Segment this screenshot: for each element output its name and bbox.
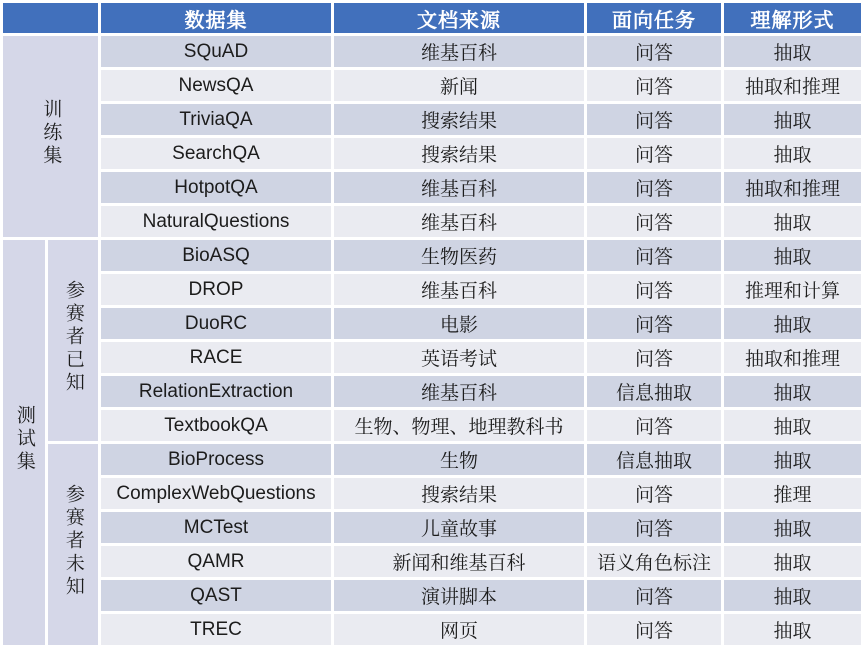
table-row bbox=[3, 410, 861, 441]
header-corner-cell bbox=[3, 3, 98, 33]
table-row bbox=[3, 104, 861, 135]
cell-source: 搜索结果 bbox=[334, 104, 584, 135]
cell-source: 维基百科 bbox=[334, 36, 584, 67]
cell-task: 问答 bbox=[587, 512, 721, 543]
cell-form: 抽取 bbox=[724, 444, 861, 475]
cell-task: 问答 bbox=[587, 274, 721, 305]
cell-source: 维基百科 bbox=[334, 274, 584, 305]
cell-dataset: BioProcess bbox=[101, 444, 331, 475]
group-label-test bbox=[3, 240, 45, 645]
cell-task: 问答 bbox=[587, 614, 721, 645]
table-row bbox=[3, 376, 861, 407]
cell-dataset: QAMR bbox=[101, 546, 331, 577]
header-form: 理解形式 bbox=[724, 3, 861, 33]
cell-form: 抽取和推理 bbox=[724, 342, 861, 373]
group-label-known bbox=[48, 240, 98, 441]
cell-task: 问答 bbox=[587, 70, 721, 101]
cell-source: 维基百科 bbox=[334, 376, 584, 407]
cell-source: 搜索结果 bbox=[334, 478, 584, 509]
cell-form: 推理和计算 bbox=[724, 274, 861, 305]
cell-task: 问答 bbox=[587, 138, 721, 169]
cell-source: 生物、物理、地理教科书 bbox=[334, 410, 584, 441]
header-dataset: 数据集 bbox=[101, 3, 331, 33]
table-row bbox=[3, 240, 861, 271]
cell-form: 抽取 bbox=[724, 240, 861, 271]
cell-source: 生物医药 bbox=[334, 240, 584, 271]
table-row bbox=[3, 138, 861, 169]
cell-task: 问答 bbox=[587, 580, 721, 611]
table-row bbox=[3, 342, 861, 373]
table-row bbox=[3, 274, 861, 305]
cell-task: 问答 bbox=[587, 342, 721, 373]
cell-source: 演讲脚本 bbox=[334, 580, 584, 611]
cell-dataset: MCTest bbox=[101, 512, 331, 543]
cell-form: 抽取 bbox=[724, 410, 861, 441]
cell-form: 推理 bbox=[724, 478, 861, 509]
cell-source: 维基百科 bbox=[334, 206, 584, 237]
cell-task: 问答 bbox=[587, 478, 721, 509]
group-label-train bbox=[3, 36, 98, 237]
cell-form: 抽取 bbox=[724, 546, 861, 577]
cell-source: 生物 bbox=[334, 444, 584, 475]
cell-task: 问答 bbox=[587, 308, 721, 339]
table-row bbox=[3, 478, 861, 509]
cell-source: 新闻 bbox=[334, 70, 584, 101]
cell-source: 维基百科 bbox=[334, 172, 584, 203]
cell-task: 问答 bbox=[587, 104, 721, 135]
cell-form: 抽取 bbox=[724, 308, 861, 339]
cell-source: 新闻和维基百科 bbox=[334, 546, 584, 577]
table-row bbox=[3, 308, 861, 339]
cell-form: 抽取 bbox=[724, 36, 861, 67]
cell-dataset: NaturalQuestions bbox=[101, 206, 331, 237]
cell-task: 问答 bbox=[587, 206, 721, 237]
table-row bbox=[3, 614, 861, 645]
cell-task: 问答 bbox=[587, 240, 721, 271]
cell-task: 问答 bbox=[587, 410, 721, 441]
table-row bbox=[3, 546, 861, 577]
header-task: 面向任务 bbox=[587, 3, 721, 33]
table-row bbox=[3, 580, 861, 611]
cell-dataset: ComplexWebQuestions bbox=[101, 478, 331, 509]
table-row bbox=[3, 172, 861, 203]
cell-dataset: DROP bbox=[101, 274, 331, 305]
cell-dataset: DuoRC bbox=[101, 308, 331, 339]
cell-dataset: RACE bbox=[101, 342, 331, 373]
cell-dataset: TriviaQA bbox=[101, 104, 331, 135]
group-label-train-text: 训练集 bbox=[40, 99, 62, 168]
cell-form: 抽取 bbox=[724, 138, 861, 169]
cell-dataset: QAST bbox=[101, 580, 331, 611]
cell-dataset: SearchQA bbox=[101, 138, 331, 169]
header-row bbox=[3, 3, 861, 33]
cell-dataset: NewsQA bbox=[101, 70, 331, 101]
cell-dataset: TREC bbox=[101, 614, 331, 645]
table-row bbox=[3, 206, 861, 237]
table-row bbox=[3, 444, 861, 475]
cell-form: 抽取 bbox=[724, 512, 861, 543]
cell-dataset: SQuAD bbox=[101, 36, 331, 67]
cell-task: 信息抽取 bbox=[587, 376, 721, 407]
group-label-test-text: 测试集 bbox=[13, 405, 35, 474]
cell-dataset: HotpotQA bbox=[101, 172, 331, 203]
header-source: 文档来源 bbox=[334, 3, 584, 33]
table-row bbox=[3, 36, 861, 67]
cell-task: 问答 bbox=[587, 36, 721, 67]
cell-form: 抽取 bbox=[724, 580, 861, 611]
cell-dataset: TextbookQA bbox=[101, 410, 331, 441]
table-row bbox=[3, 512, 861, 543]
cell-form: 抽取和推理 bbox=[724, 172, 861, 203]
cell-source: 搜索结果 bbox=[334, 138, 584, 169]
group-label-unknown-text: 参赛者未知 bbox=[62, 484, 84, 599]
cell-dataset: BioASQ bbox=[101, 240, 331, 271]
cell-source: 电影 bbox=[334, 308, 584, 339]
cell-form: 抽取 bbox=[724, 376, 861, 407]
cell-form: 抽取 bbox=[724, 104, 861, 135]
cell-task: 信息抽取 bbox=[587, 444, 721, 475]
cell-dataset: RelationExtraction bbox=[101, 376, 331, 407]
cell-form: 抽取和推理 bbox=[724, 70, 861, 101]
cell-task: 语义角色标注 bbox=[587, 546, 721, 577]
cell-source: 网页 bbox=[334, 614, 584, 645]
cell-task: 问答 bbox=[587, 172, 721, 203]
group-label-known-text: 参赛者已知 bbox=[62, 280, 84, 395]
table-row bbox=[3, 70, 861, 101]
cell-form: 抽取 bbox=[724, 614, 861, 645]
group-label-unknown bbox=[48, 444, 98, 645]
cell-form: 抽取 bbox=[724, 206, 861, 237]
cell-source: 儿童故事 bbox=[334, 512, 584, 543]
cell-source: 英语考试 bbox=[334, 342, 584, 373]
